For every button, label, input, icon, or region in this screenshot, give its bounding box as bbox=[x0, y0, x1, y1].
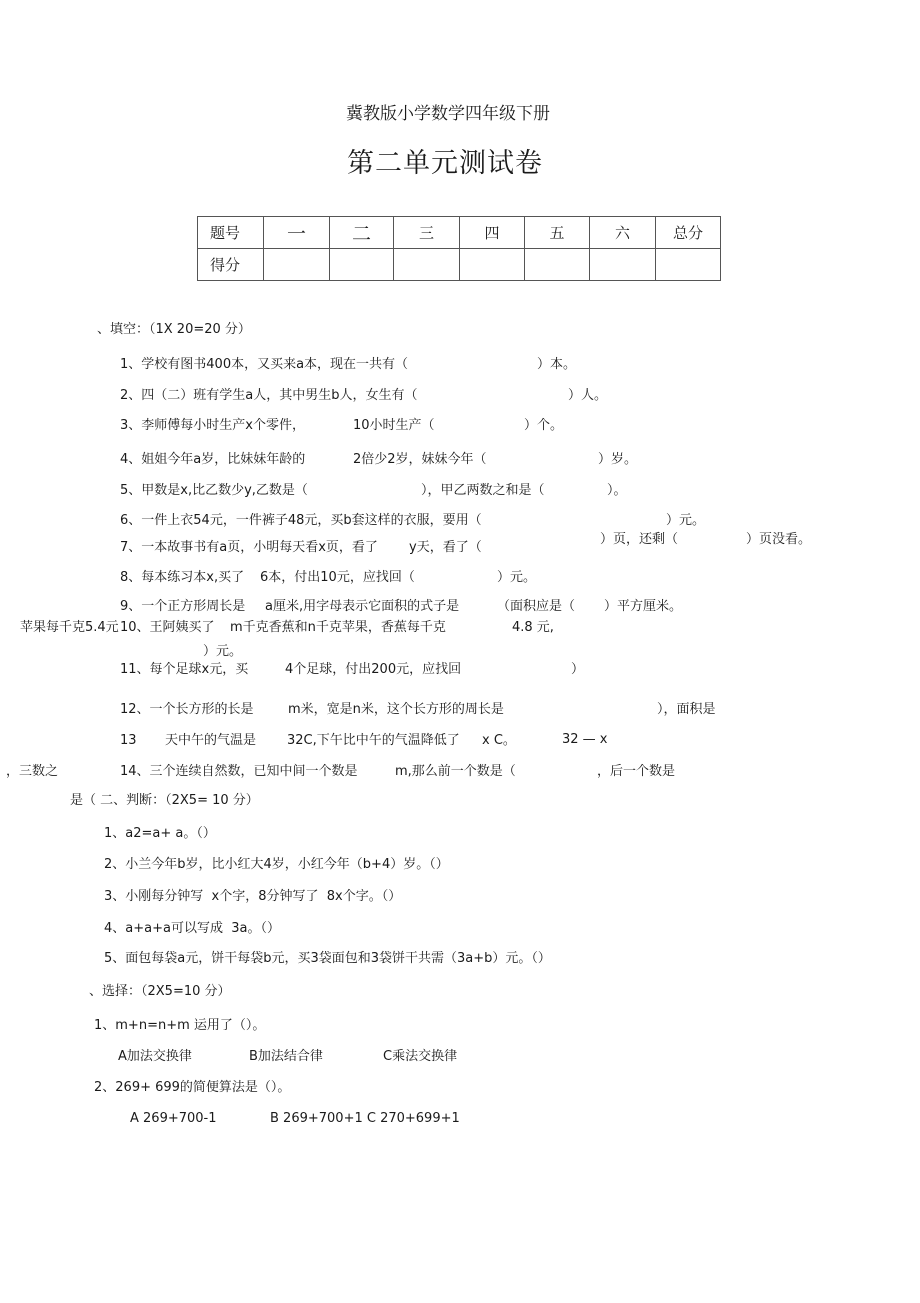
q8-text-mid: 6本，付出10元，应找回（ bbox=[260, 570, 415, 585]
q14-text-end: ，后一个数是 bbox=[597, 764, 676, 779]
score-blank[interactable] bbox=[330, 249, 394, 281]
choice-q1: 1、m+n=n+m 运用了（）。 bbox=[94, 1018, 266, 1033]
score-cell-4: 四 bbox=[460, 217, 525, 249]
q7-text: 7、一本故事书有a页，小明每天看x页，看了 bbox=[120, 540, 378, 555]
score-blank[interactable] bbox=[525, 249, 590, 281]
q13-number: 13 bbox=[120, 733, 137, 748]
q10-text: 10、王阿姨买了 bbox=[120, 620, 215, 635]
score-cell-1: 一 bbox=[264, 217, 330, 249]
score-cell-label: 题号 bbox=[198, 217, 264, 249]
q7-text-tail: ）页没看。 bbox=[746, 532, 812, 547]
q13-text-mid: 32C,下午比中午的气温降低了 bbox=[287, 733, 460, 748]
choice-q2: 2、269+ 699的简便算法是（）。 bbox=[94, 1080, 291, 1095]
score-cell-total: 总分 bbox=[656, 217, 721, 249]
q4-text-mid: 2倍少2岁，妹妹今年（ bbox=[353, 452, 487, 467]
q3-text-mid: 10小时生产（ bbox=[353, 418, 435, 433]
q10-overflow-text: 苹果每千克5.4元 bbox=[20, 620, 119, 635]
choice-q2-option-bc: B 269+700+1 C 270+699+1 bbox=[270, 1111, 460, 1126]
paper-subtitle: 冀教版小学数学四年级下册 bbox=[346, 104, 550, 124]
q9-text-end: ）平方厘米。 bbox=[604, 599, 683, 614]
q3-text-end: ）个。 bbox=[524, 418, 564, 433]
q3-text: 3、李师傅每小时生产x个零件， bbox=[120, 418, 305, 433]
choice-q1-option-b: B加法结合律 bbox=[249, 1049, 323, 1064]
section3-heading: 、选择：（2X5=10 分） bbox=[89, 984, 231, 999]
q10-text-mid: m千克香蕉和n千克苹果，香蕉每千克 bbox=[230, 620, 446, 635]
choice-q2-option-a: A 269+700-1 bbox=[130, 1111, 217, 1126]
q2-text-end: ）人。 bbox=[568, 388, 608, 403]
q9-text: 9、一个正方形周长是 bbox=[120, 599, 246, 614]
q11-text: 11、每个足球x元，买 bbox=[120, 662, 249, 677]
q13-text: 天中午的气温是 bbox=[165, 733, 257, 748]
judge-item-3: 3、小刚每分钟写 x个字，8分钟写了 8x个字。（） bbox=[104, 889, 402, 904]
score-row-label: 得分 bbox=[198, 249, 264, 281]
choice-q1-option-a: A加法交换律 bbox=[118, 1049, 192, 1064]
q8-text-end: ）元。 bbox=[497, 570, 537, 585]
q12-text-mid: m米，宽是n米，这个长方形的周长是 bbox=[288, 702, 504, 717]
q2-text: 2、四（二）班有学生a人，其中男生b人，女生有（ bbox=[120, 388, 418, 403]
q10-text-price: 4.8 元, bbox=[512, 620, 554, 635]
q7-text-mid: y天，看了（ bbox=[409, 540, 482, 555]
score-blank[interactable] bbox=[460, 249, 525, 281]
q14-text: 14、三个连续自然数，已知中间一个数是 bbox=[120, 764, 358, 779]
q12-text-end: ），面积是 bbox=[657, 702, 716, 717]
score-cell-5: 五 bbox=[525, 217, 590, 249]
judge-item-5: 5、面包每袋a元，饼干每袋b元，买3袋面包和3袋饼干共需（3a+b）元。（） bbox=[104, 951, 551, 966]
q5-text-mid: ），甲乙两数之和是（ bbox=[421, 483, 545, 498]
q12-text: 12、一个长方形的长是 bbox=[120, 702, 254, 717]
q13-text-unit: x C。 bbox=[482, 733, 516, 748]
score-table bbox=[197, 216, 721, 281]
q10-text-end: ）元。 bbox=[203, 644, 243, 659]
score-blank[interactable] bbox=[590, 249, 656, 281]
q5-text-end: ）。 bbox=[607, 483, 627, 498]
q9-text-mid: a厘米,用字母表示它面积的式子是 bbox=[265, 599, 460, 614]
q6-text: 6、一件上衣54元，一件裤子48元，买b套这样的衣服，要用（ bbox=[120, 513, 482, 528]
score-cell-2: 二 bbox=[330, 217, 394, 249]
section1-heading: 、填空：（1X 20=20 分） bbox=[97, 322, 251, 337]
score-cell-3: 三 bbox=[394, 217, 460, 249]
q14-text-mid: m,那么前一个数是（ bbox=[395, 764, 516, 779]
q4-text: 4、姐姐今年a岁，比妹妹年龄的 bbox=[120, 452, 306, 467]
q5-text: 5、甲数是x,比乙数少y,乙数是（ bbox=[120, 483, 308, 498]
judge-item-2: 2、小兰今年b岁，比小红大4岁，小红今年（b+4）岁。（） bbox=[104, 857, 449, 872]
q13-text-expr: 32 — x bbox=[562, 732, 608, 747]
q8-text: 8、每本练习本x,买了 bbox=[120, 570, 245, 585]
q6-text-end: ）元。 bbox=[666, 513, 706, 528]
section2-heading: 是（ 二、判断：（2X5= 10 分） bbox=[70, 793, 259, 808]
q7-text-end: ）页，还剩（ bbox=[600, 532, 679, 547]
q11-text-end: ） bbox=[571, 662, 585, 677]
q4-text-end: ）岁。 bbox=[598, 452, 638, 467]
q1-text: 1、学校有图书400本，又买来a本，现在一共有（ bbox=[120, 357, 409, 372]
score-blank[interactable] bbox=[656, 249, 721, 281]
q14-overflow-text: ，三数之 bbox=[6, 764, 59, 779]
choice-q1-option-c: C乘法交换律 bbox=[383, 1049, 458, 1064]
judge-item-1: 1、a2=a+ a。（） bbox=[104, 826, 216, 841]
score-blank[interactable] bbox=[394, 249, 460, 281]
paper-title: 第二单元测试卷 bbox=[347, 148, 543, 179]
score-cell-6: 六 bbox=[590, 217, 656, 249]
q11-text-mid: 4个足球，付出200元，应找回 bbox=[285, 662, 462, 677]
score-table-header-row bbox=[198, 217, 721, 249]
score-blank[interactable] bbox=[264, 249, 330, 281]
judge-item-4: 4、a+a+a可以写成 3a。（） bbox=[104, 921, 280, 936]
q9-text-paren: （面积应是（ bbox=[497, 599, 576, 614]
q1-text-end: ）本。 bbox=[537, 357, 577, 372]
score-table-score-row bbox=[198, 249, 721, 281]
